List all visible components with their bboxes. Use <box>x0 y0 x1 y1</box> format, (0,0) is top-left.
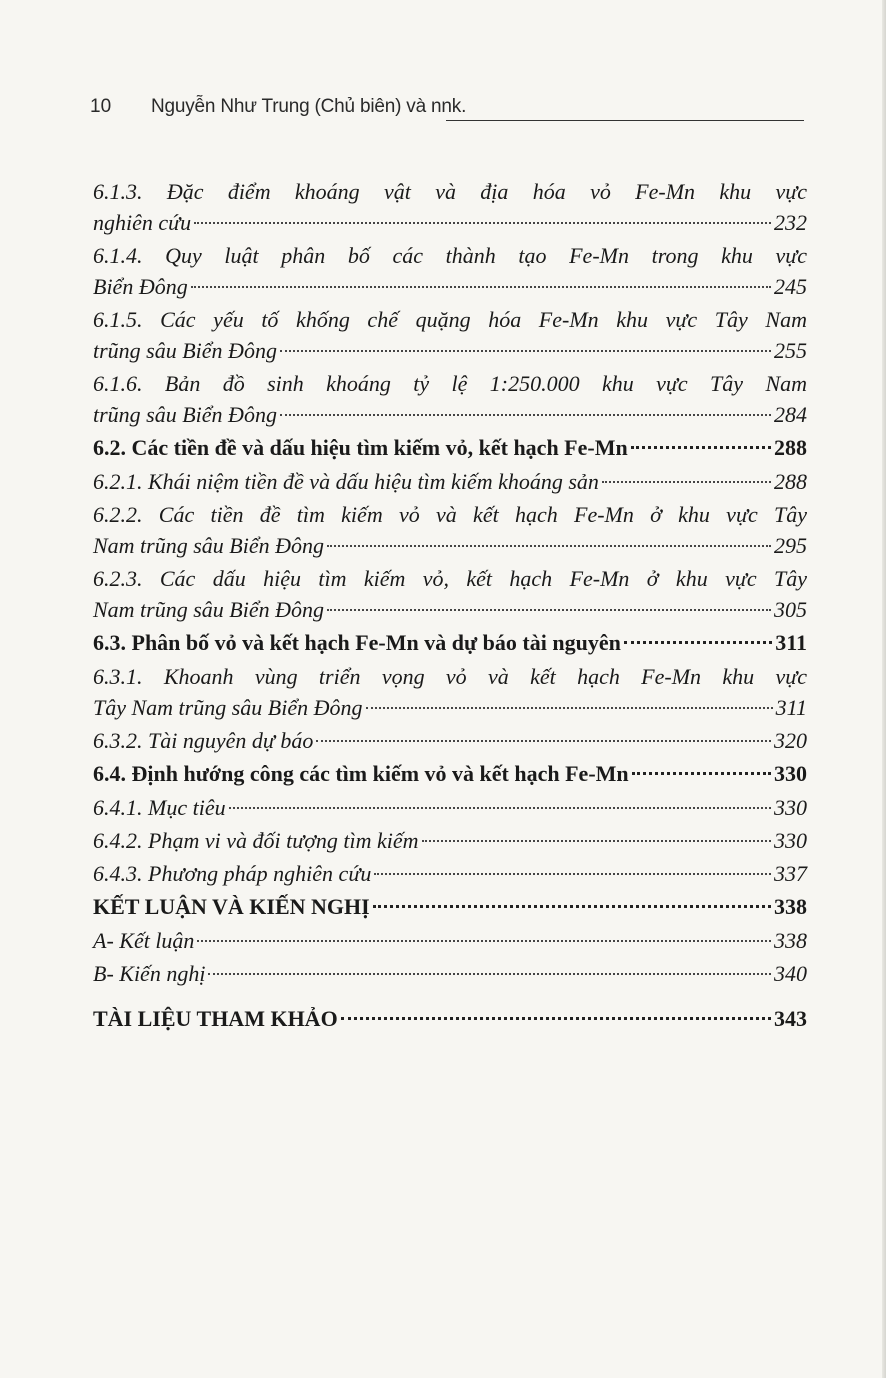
dot-leader <box>422 840 771 842</box>
toc-entry-text: 6.1.3. Đặc điểm khoáng vật và địa hóa vỏ Fe-Mn khu vực <box>93 179 807 204</box>
toc-entry-text: 6.2.3. Các dấu hiệu tìm kiếm vỏ, kết hạch Fe-Mn ở khu vực Tây <box>93 566 807 591</box>
page-number: 10 <box>90 96 112 117</box>
toc-page-number: 340 <box>774 961 807 986</box>
toc-entry-text: trũng sâu Biển Đông <box>93 338 277 363</box>
toc-entry-text: Tây Nam trũng sâu Biển Đông <box>93 695 363 720</box>
toc-page-number: 245 <box>774 274 807 299</box>
toc-page-number: 343 <box>774 1006 807 1031</box>
page-header <box>90 96 804 126</box>
toc-entry <box>93 792 807 823</box>
toc-entry <box>93 661 807 723</box>
dot-leader <box>341 1017 771 1020</box>
toc-page-number: 295 <box>774 533 807 558</box>
dot-leader <box>624 641 772 644</box>
page-edge <box>882 0 886 1378</box>
toc-page-number: 288 <box>774 469 807 494</box>
toc-entry-text: trũng sâu Biển Đông <box>93 402 277 427</box>
toc-page-number: 330 <box>774 761 807 786</box>
header-rule <box>446 120 804 121</box>
toc-page-number: 288 <box>774 435 807 460</box>
toc-entry-text: 6.1.4. Quy luật phân bố các thành tạo Fe-Mn trong khu vực <box>93 243 807 268</box>
dot-leader <box>374 873 771 875</box>
toc-entry-text: 6.2.2. Các tiền đề tìm kiếm vỏ và kết hạch Fe-Mn ở khu vực Tây <box>93 502 807 527</box>
toc-entry-text: nghiên cứu <box>93 210 192 235</box>
toc-entry <box>93 176 807 238</box>
dot-leader <box>280 350 771 352</box>
toc-entry-text: 6.3.1. Khoanh vùng triển vọng vỏ và kết hạch Fe-Mn khu vực <box>93 664 807 689</box>
dot-leader <box>229 807 771 809</box>
toc-page-number: 337 <box>774 861 807 886</box>
toc-entry <box>93 240 807 302</box>
running-title: Nguyễn Như Trung (Chủ biên) và nnk. <box>151 96 467 117</box>
dot-leader <box>197 940 771 942</box>
toc-page-number: 305 <box>774 597 807 622</box>
toc-entry <box>93 432 807 463</box>
dot-leader <box>602 481 771 483</box>
dot-leader <box>373 905 771 908</box>
toc-entry-text: 6.3.2. Tài nguyên dự báo <box>93 728 314 753</box>
toc-entry-text: 6.4.2. Phạm vi và đối tượng tìm kiếm <box>93 828 419 853</box>
dot-leader <box>631 446 771 449</box>
toc-entry-text: A- Kết luận <box>93 928 195 953</box>
toc-entry <box>93 925 807 956</box>
dot-leader <box>208 973 771 975</box>
toc-page-number: 311 <box>775 695 807 720</box>
toc-entry <box>93 891 807 922</box>
table-of-contents <box>93 176 807 1037</box>
toc-entry <box>93 1003 807 1034</box>
toc-page-number: 255 <box>774 338 807 363</box>
toc-entry-text: 6.4. Định hướng công các tìm kiếm vỏ và kết hạch Fe-Mn <box>93 761 629 786</box>
toc-entry-text: 6.2.1. Khái niệm tiền đề và dấu hiệu tìm kiếm khoáng sản <box>93 469 599 494</box>
toc-entry-text: 6.4.3. Phương pháp nghiên cứu <box>93 861 372 886</box>
toc-entry <box>93 858 807 889</box>
toc-entry-text: 6.4.1. Mục tiêu <box>93 795 226 820</box>
toc-page-number: 338 <box>774 894 807 919</box>
toc-entry <box>93 627 807 658</box>
toc-page-number: 330 <box>774 828 807 853</box>
toc-entry-text: TÀI LIỆU THAM KHẢO <box>93 1006 338 1031</box>
dot-leader <box>191 286 771 288</box>
toc-entry-text: B- Kiến nghị <box>93 961 206 986</box>
dot-leader <box>194 222 771 224</box>
toc-entry <box>93 563 807 625</box>
dot-leader <box>316 740 771 742</box>
dot-leader <box>327 545 771 547</box>
toc-page-number: 232 <box>774 210 807 235</box>
dot-leader <box>632 772 771 775</box>
toc-entry <box>93 758 807 789</box>
dot-leader <box>327 609 771 611</box>
dot-leader <box>366 707 773 709</box>
toc-entry <box>93 466 807 497</box>
toc-entry-text: 6.1.6. Bản đồ sinh khoáng tỷ lệ 1:250.000 khu vực Tây Nam <box>93 371 807 396</box>
toc-entry-text: 6.1.5. Các yếu tố khống chế quặng hóa Fe-Mn khu vực Tây Nam <box>93 307 807 332</box>
toc-page-number: 338 <box>774 928 807 953</box>
toc-entry <box>93 958 807 989</box>
toc-entry <box>93 368 807 430</box>
toc-entry <box>93 725 807 756</box>
toc-entry-text: 6.2. Các tiền đề và dấu hiệu tìm kiếm vỏ, kết hạch Fe-Mn <box>93 435 628 460</box>
toc-page-number: 320 <box>774 728 807 753</box>
toc-entry-text: 6.3. Phân bố vỏ và kết hạch Fe-Mn và dự báo tài nguyên <box>93 630 621 655</box>
toc-entry-text: Biển Đông <box>93 274 188 299</box>
toc-entry <box>93 499 807 561</box>
toc-page-number: 284 <box>774 402 807 427</box>
toc-entry-text: KẾT LUẬN VÀ KIẾN NGHỊ <box>93 894 370 919</box>
toc-entry <box>93 304 807 366</box>
toc-entry <box>93 825 807 856</box>
toc-entry-text: Nam trũng sâu Biển Đông <box>93 597 324 622</box>
toc-page-number: 330 <box>774 795 807 820</box>
toc-page-number: 311 <box>775 630 807 655</box>
toc-entry-text: Nam trũng sâu Biển Đông <box>93 533 324 558</box>
dot-leader <box>280 414 771 416</box>
